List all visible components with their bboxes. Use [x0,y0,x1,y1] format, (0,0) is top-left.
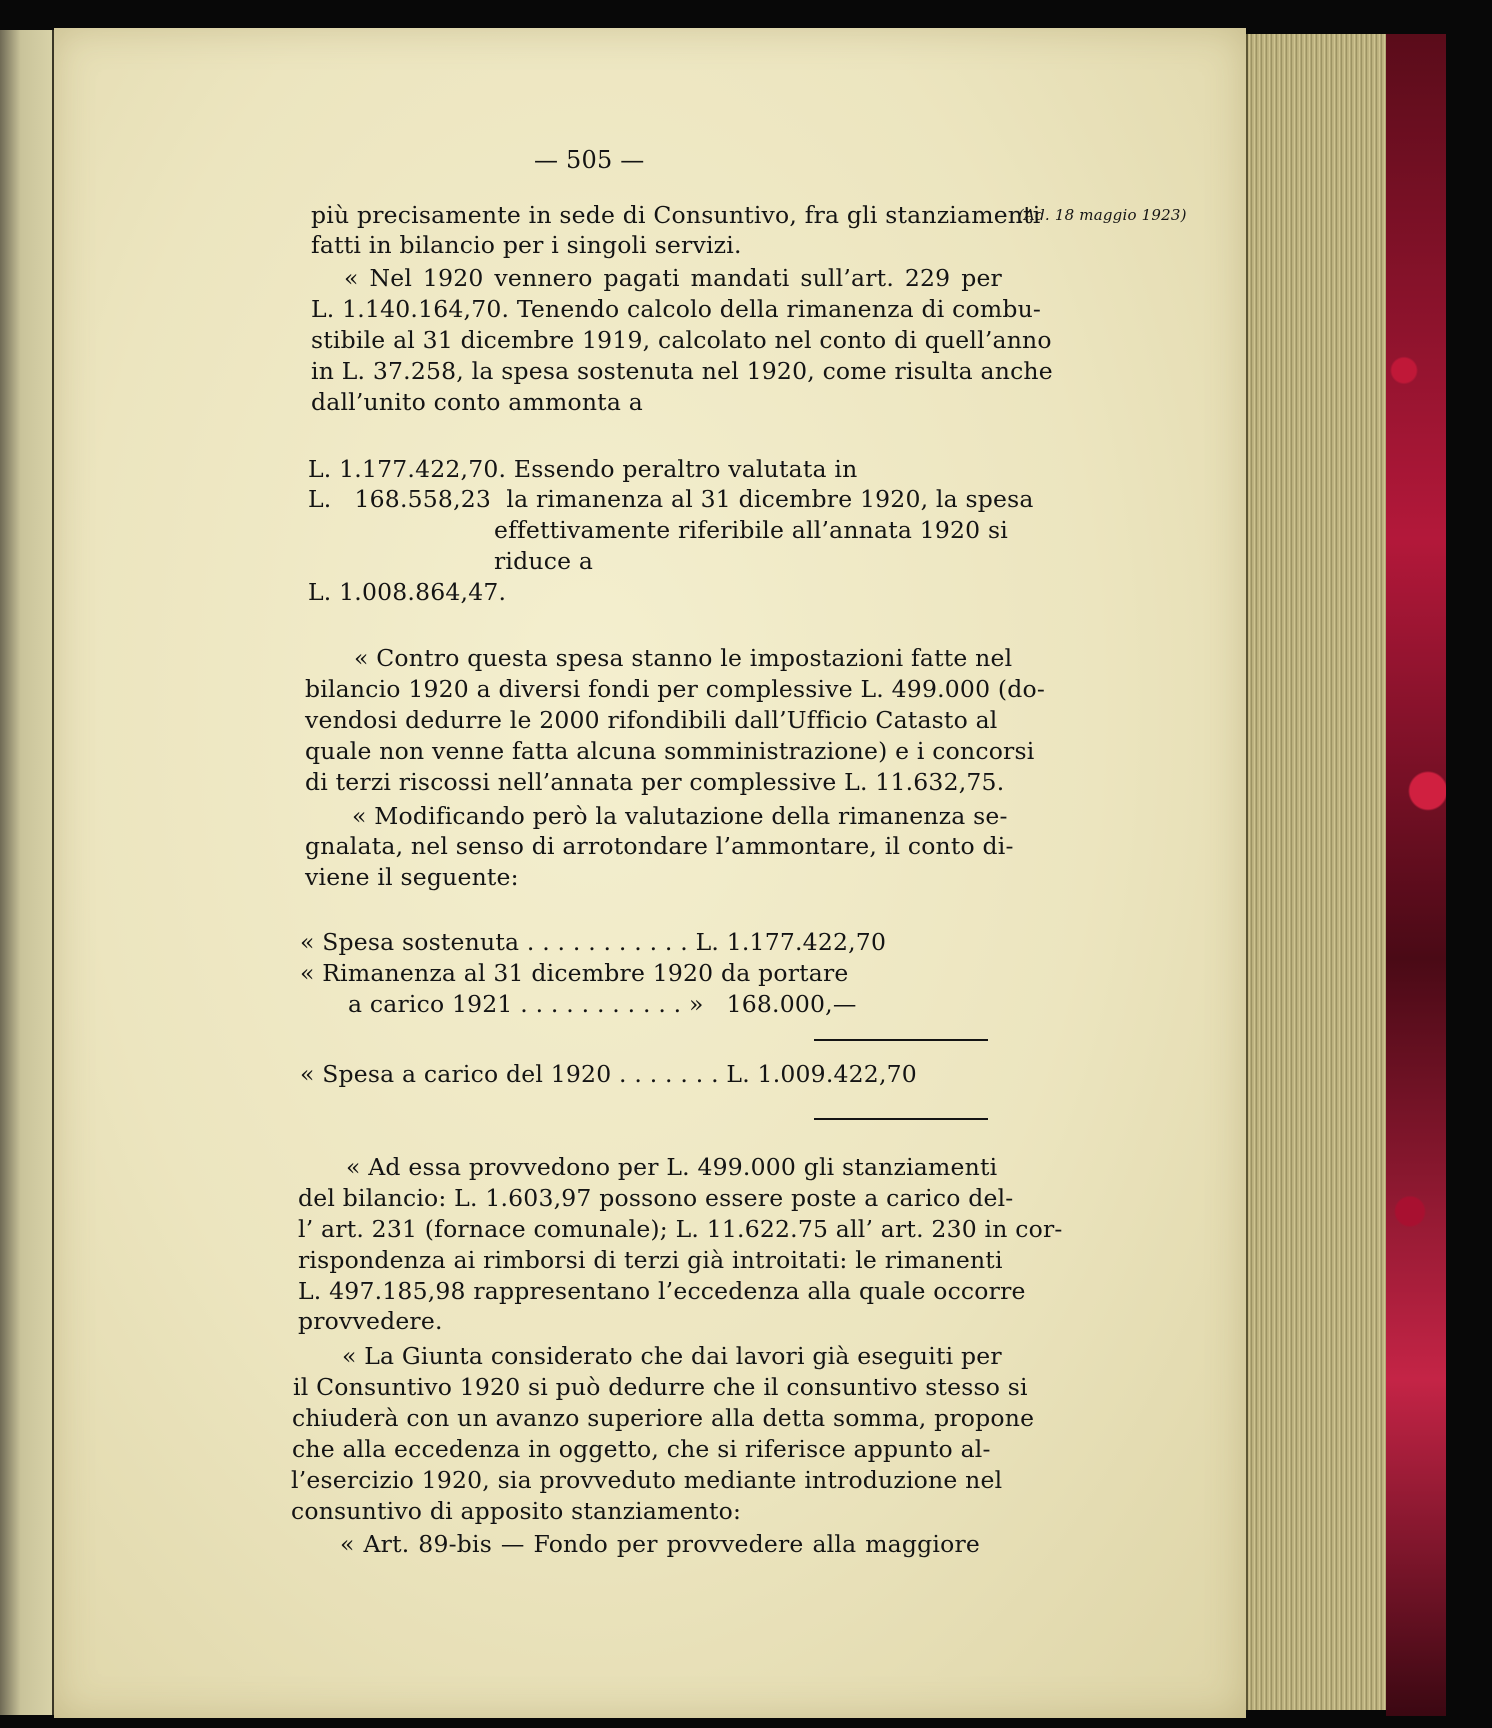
text-line: L. 1.177.422,70. Essendo peraltro valutata in [308,455,858,483]
text-line: riduce a [494,547,594,575]
page-number: — 505 — [534,146,645,174]
text-line: rispondenza ai rimborsi di terzi già introitati: le rimanenti [298,1246,1003,1274]
book-cover-edge [1386,34,1446,1716]
text-line: del bilancio: L. 1.603,97 possono essere poste a carico del- [298,1184,1014,1212]
account-line-rimanenza: « Rimanenza al 31 dicembre 1920 da portare [300,959,849,987]
text-line: più precisamente in sede di Consuntivo, fra gli stanziamenti [311,201,1041,229]
text-line: L. 1.140.164,70. Tenendo calcolo della rimanenza di combu- [311,295,1042,323]
text-line: fatti in bilancio per i singoli servizi. [311,231,742,259]
text-line: « Contro questa spesa stanno le impostazioni fatte nel [354,644,1013,672]
account-line-spesa-sostenuta: « Spesa sostenuta . . . . . . . . . . . L. 1.177.422,70 [300,928,887,956]
account-line-carico-1921: a carico 1921 . . . . . . . . . . . » 168.000,— [348,990,857,1018]
text-line: L. 1.008.864,47. [308,578,507,606]
text-line: provvedere. [298,1307,443,1335]
text-line: il Consuntivo 1920 si può dedurre che il consuntivo stesso si [293,1373,1028,1401]
total-rule [814,1118,988,1120]
text-line: di terzi riscossi nell’annata per complessive L. 11.632,75. [305,768,1005,796]
text-line: bilancio 1920 a diversi fondi per complessive L. 499.000 (do- [305,675,1045,703]
text-line: l’esercizio 1920, sia provveduto mediante introduzione nel [291,1466,1003,1494]
text-line: dall’unito conto ammonta a [311,388,643,416]
text-line: « Art. 89-bis — Fondo per provvedere alla maggiore [340,1530,980,1558]
sum-rule [814,1039,988,1041]
book-page-edges [1246,34,1388,1710]
text-line: in L. 37.258, la spesa sostenuta nel 1920, come risulta anche [311,357,1053,385]
text-line: viene il seguente: [305,863,519,891]
text-line: effettivamente riferibile all’annata 1920 si [494,516,1008,544]
margin-date-note: (Ad. 18 maggio 1923) [1018,206,1187,224]
text-line: « Modificando però la valutazione della rimanenza se- [352,802,1008,830]
text-line: « Nel 1920 vennero pagati mandati sull’art. 229 per [344,264,1002,292]
text-line: stibile al 31 dicembre 1919, calcolato nel conto di quell’anno [311,326,1052,354]
text-line: che alla eccedenza in oggetto, che si riferisce appunto al- [292,1435,991,1463]
text-line: l’ art. 231 (fornace comunale); L. 11.622.75 all’ art. 230 in cor- [298,1215,1063,1243]
text-line: L. 497.185,98 rappresentano l’eccedenza alla quale occorre [298,1277,1026,1305]
previous-page-edge [0,30,54,1715]
text-line: « Ad essa provvedono per L. 499.000 gli stanziamenti [346,1153,998,1181]
text-line: vendosi dedurre le 2000 rifondibili dall’Ufficio Catasto al [305,706,998,734]
account-line-spesa-1920: « Spesa a carico del 1920 . . . . . . . L. 1.009.422,70 [300,1060,917,1088]
text-line: « La Giunta considerato che dai lavori già eseguiti per [342,1342,1002,1370]
text-line: quale non venne fatta alcuna somministrazione) e i concorsi [305,737,1035,765]
text-line: consuntivo di apposito stanziamento: [291,1497,742,1525]
text-line: chiuderà con un avanzo superiore alla detta somma, propone [292,1404,1035,1432]
text-line: L. 168.558,23 la rimanenza al 31 dicembre 1920, la spesa [308,485,1034,513]
text-line: gnalata, nel senso di arrotondare l’ammontare, il conto di- [305,832,1014,860]
